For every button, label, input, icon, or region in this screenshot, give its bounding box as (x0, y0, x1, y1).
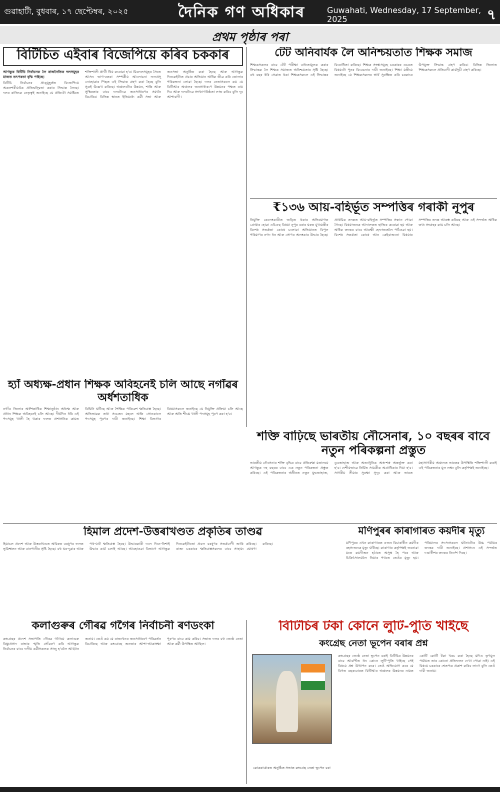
column-divider (246, 620, 247, 784)
article-text: কংগ্ৰেছৰ জ্যেষ্ঠ নেতা ভূপেন বৰাই বিটিচিৰ উন্নয়নৰ বাবে আবণ্টিত ধন কোনে লুটি-পুতি খাইছে সেই বিষয়ে প্ৰশ্ন উত্থাপন কৰে। তেওঁ অভিযোগ কৰে যে বিগত বছৰবোৰত বিটিআৰ অঞ্চলৰ উন্নয়নৰ নামত কোটি কোটি টকা খৰচ কৰা হৈছে যদিও তৃণমূল পৰ্যায়ত তাৰ কোনো প্ৰতিফলন দেখা পোৱা নাই। এই বিষয়ে চৰকাৰে শ্বেতপত্ৰ প্ৰকাশ কৰিব লাগে বুলি তেওঁ দাবী জনায়। (338, 654, 495, 673)
masthead-date-left: গুৱাহাটী, বুধবাৰ, ১৭ ছেপ্টেম্বৰ, ২০২৫ (4, 7, 129, 16)
article-body (3, 407, 243, 512)
article-text: ভাৰতীয় নৌসেনাৰ শক্তি বৃদ্ধিৰ বাবে প্ৰতিৰক্ষা মন্ত্ৰালয়ে আগন্তুক দহ বছৰৰ বাবে এক নতুন পৰিকল্পনা প্ৰস্তুত কৰিছে। এই পৰিকল্পনাৰ অধীনত নতুন যুদ্ধজাহাজ, ডুবজাহাজ আৰু অত্যাধুনিক অস্ত্ৰ-শস্ত্ৰ অন্তৰ্ভুক্ত কৰা হ'ব। দেশীয়ভাৱে নিৰ্মিত সামগ্ৰীক অগ্ৰাধিকাৰ দিয়া হ'ব। সাগৰীয় সীমাৰ সুৰক্ষা সুদৃঢ় কৰা আৰু ভাৰত মহাসাগৰীয় অঞ্চলত ভাৰতৰ উপস্থিতি শক্তিশালী কৰাই এই পৰিকল্পনাৰ মূল লক্ষ্য বুলি কৰ্তৃপক্ষই জনাইছে। (250, 460, 497, 475)
article-gaurav-gogoi (3, 620, 243, 784)
page-number: ৭ (486, 7, 496, 23)
masthead-dateline: Guwahati, Wednesday, 17 September, 2025 (327, 6, 482, 24)
masthead (0, 0, 500, 24)
article-btc-funds (250, 620, 497, 784)
article-tet-teachers (250, 47, 497, 195)
article-headline: ₹১৩৬ আয়-বহিৰ্ভূত সম্পত্তিৰ গৰাকী নূপুৰ (272, 201, 475, 214)
article-headline: হিমাল প্ৰদেশ-উত্তৰাখণ্ডত প্ৰকৃতিৰ তাণ্ডৱ (83, 526, 263, 538)
photo-caption: কোকৰাঝাৰত অনুষ্ঠিত সভাত কংগ্ৰেছ নেতা ভূপেন বৰা (253, 766, 331, 770)
article-text: কংগ্ৰেছৰ প্ৰদেশ সভাপতি গৌৰৱ গগৈয়ে কলাগুৰু বিষ্ণুপ্ৰসাদ ৰাভাৰ স্মৃতি সোঁৱৰণ কৰি আগন্তুক নিৰ্বাচনৰ বাবে দলীয় কৰ্মীসকলক সাজু হ'বলৈ আহ্বান জনায়। তেওঁ কয় যে ৰাজ্যখনৰ জনসাধাৰণে পৰিৱৰ্তন বিচাৰিছে আৰু কংগ্ৰেছে জনতাৰ আশা-আকাংক্ষা পূৰণৰ বাবে কাম কৰিব। সভাত দলৰ বহু জ্যেষ্ঠ নেতা আৰু কৰ্মী উপস্থিত আছিল। (3, 636, 243, 651)
article-headline: কলাগুৰুৰ গৌৰৱ গগৈৰ নিৰ্বাচনী ৰণডংকা (31, 620, 215, 632)
article-bjp-btc (3, 47, 243, 377)
article-text: হিমাচল প্ৰদেশ আৰু উত্তৰাখণ্ডত অবিৰত বৰষুণৰ ফলত ভূমিস্খলন আৰু বানপানীৰ সৃষ্টি হৈছে। বহু ঘৰ-দুৱাৰ আৰু পথ-ঘাট ক্ষতিগ্ৰস্ত হৈছে। উদ্ধাৰকাৰী দলে দিনে-নিশাই উদ্ধাৰ কাৰ্য চলাই আছে। আবহাওৱা বিভাগে আগন্তুক দিনকেইটাতো প্ৰবল বৰষুণৰ সতৰ্কবাণী জাৰি কৰিছে। ৰাজ্য চৰকাৰে ক্ষতিগ্ৰস্তসকলৰ বাবে সাহায্য ঘোষণা কৰিছে। (3, 541, 273, 551)
column-divider (246, 47, 247, 427)
article-text: নিযুক্তি কেলেংকাৰীত জড়িত থকাৰ অভিযোগত গ্ৰেপ্তাৰ হোৱা এচিএছ বিষয়া নূপুৰ বৰাৰ ঘৰত মুখ্যমন্ত্ৰীৰ বিশেষ সতৰ্কতা কোষে চলোৱা অভিযানত বিপুল পৰিমাণৰ নগদ ধন আৰু সোণৰ অলংকাৰ উদ্ধাৰ হৈছে। প্ৰাথমিক তদন্তত আয়-বহিৰ্ভূত সম্পত্তিৰ সন্ধান পোৱা গৈছে। বিষয়াজনক আদালতত হাজিৰ কৰোৱা হয় আৰু অধিক তদন্তৰ বাবে আৰক্ষী হেফাজতলৈ পঠিওৱা হয়। বিশেষ সতৰ্কতা কোষে আন কেইবাজনো বিষয়াৰ সম্পত্তিৰ তদন্ত আৰম্ভ কৰিছে আৰু এই সন্দৰ্ভত অধিক তথ্য সংগ্ৰহৰ কাম চলি আছে। (250, 217, 497, 237)
article-body (3, 70, 243, 375)
article-nupur-assets (250, 201, 497, 426)
article-himalayan-disaster (3, 526, 343, 616)
article-text: বিটিচি নিৰ্বাচনৰ প্ৰাক্‌মুহূৰ্তত বিজেপিয়ে অকলশৰীয়াকৈ প্ৰতিদ্বন্দ্বিতা কৰাৰ সিদ্ধান্ত লৈছে। দলৰ ৰাজ্যিক নেতৃত্বই জনাইছে যে প্ৰতিটো সমষ্টিতে শক্তিশালী প্ৰাৰ্থী থিয় কৰোৱা হ'ব। মিত্ৰদলসমূহৰ সৈতে আসন ভাগ-বতৰা সম্পৰ্কীয় আলোচনা ফলপ্ৰসূ নোহোৱাৰ পিছত এই সিদ্ধান্ত গ্ৰহণ কৰা হৈছে বুলি সূত্ৰই উল্লেখ কৰিছে। অঞ্চলটোৰ উন্নয়ন, শান্তি আৰু সুস্থিৰতাৰ বাবে দলটোৱে জনসাধাৰণৰ সমৰ্থন বিচাৰিব। বিভিন্ন স্থানত ইতিমধ্যে কৰ্মী সভা আৰু জনসভা অনুষ্ঠিত কৰা হৈছে আৰু আগন্তুক দিনকেইটাত প্ৰচাৰ অভিযান অধিক তীব্ৰ কৰি তোলাৰ পৰিকল্পনা লোৱা হৈছে। দলৰ নেতাসকলে কয় যে বিটিআৰ অঞ্চলৰ জনসাধাৰণে উন্নয়নৰ পক্ষত ৰায় দিব আৰু দলটোৱে সংখ্যাগৰিষ্ঠতা লাভ কৰিব বুলি দৃঢ় আশাবাদী। (3, 69, 243, 99)
row-divider (250, 198, 497, 199)
article-subheadline: কংগ্ৰেছ নেতা ভূপেন বৰাৰ প্ৰশ্ন (319, 638, 428, 649)
section-title: প্ৰথম পৃষ্ঠাৰ পৰা (211, 30, 289, 44)
article-body (346, 541, 497, 611)
article-headline: মণিপুৰৰ কাৰাগাৰত কয়দীৰ মৃত্যু (358, 526, 485, 537)
article-lead: আগন্তুক বিটিচি নিৰ্বাচনক লৈ ৰাজনৈতিক দলসমূহৰ মাজত তৎপৰতা বৃদ্ধি পাইছে। (3, 69, 79, 79)
article-body (250, 218, 497, 418)
article-text: নগাঁও জিলাৰ অৰ্ধশতাধিক শিক্ষানুষ্ঠান অধ্যক্ষ আৰু প্ৰধান শিক্ষক অবিহনেই চলি আছে। দীৰ্ঘদিন ধৰি এই পদসমূহ খালী হৈ থকাৰ ফলত প্ৰশাসনিক কামত বিঘিনি ঘটিছে আৰু শৈক্ষিক পৰিৱেশ ক্ষতিগ্ৰস্ত হৈছে। অভিভাৱক তথা সচেতন মহলে অতি সোনকালে পদসমূহ পূৰণৰ দাবী জনাইছে। শিক্ষা বিভাগৰ বিষয়াসকলে জনাইছে যে নিযুক্তি প্ৰক্ৰিয়া চলি আছে আৰু অতি শীঘ্ৰে খালী পদসমূহ পূৰণ কৰা হ'ব। (3, 407, 243, 422)
flag-shape (301, 664, 324, 690)
article-headline: হ্যাঁ অধ্যক্ষ-প্ৰধান শিক্ষক অবিহনেই চলি আছে নগাঁৱৰ অৰ্ধশতাধিক (8, 379, 238, 404)
speaker-figure (276, 671, 298, 733)
newspaper-brand: দৈনিক গণ অধিকাৰ (178, 3, 306, 21)
row-divider (3, 523, 497, 524)
article-headline: টেট অনিবাৰ্যক লৈ অনিশ্চয়তাত শিক্ষক সমাজ (274, 47, 473, 59)
article-indian-navy (250, 430, 497, 520)
article-body (250, 63, 497, 188)
article-headline: বিটিচিৰ টকা কোনে লুটি-পুতি খাইছে (278, 620, 469, 634)
article-text: শিক্ষকসকলৰ বাবে টেট পৰীক্ষা বাধ্যতামূলক কৰাৰ সিদ্ধান্তক লৈ শিক্ষক সমাজত অনিশ্চয়তাৰ সৃষ্টি হৈছে। বহু বছৰ ধৰি সেৱাত থকা শিক্ষকসকলে এই সিদ্ধান্তৰ বিৰোধিতা কৰিছে। শিক্ষক সংস্থাসমূহে চৰকাৰৰ ওচৰত বিষয়টো পুনৰ বিবেচনাৰ দাবী জনাইছে। শিক্ষা মন্ত্ৰীয়ে জনাইছে যে শিক্ষকসকলৰ স্বাৰ্থ সুৰক্ষিত কৰি চৰকাৰে উপযুক্ত সিদ্ধান্ত গ্ৰহণ কৰিব। বিভিন্ন জিলাত শিক্ষকসকলে প্ৰতিবাদী কাৰ্যসূচী গ্ৰহণ কৰিছে। (250, 62, 497, 77)
article-body (3, 542, 343, 612)
article-nagaon-schools (3, 379, 243, 519)
article-body (338, 654, 495, 782)
article-text: মণিপুৰৰ এখন কাৰাগাৰত এজন বিচাৰাধীন কয়দীৰ ৰহস্যজনক মৃত্যু ঘটিছে। কাৰাগাৰ কৰ্তৃপক্ষই জনোৱা মতে কয়দীজন হঠাতে অসুস্থ হৈ পৰে আৰু চিকিৎসালয়লৈ নিয়াৰ পথতে তেওঁৰ মৃত্যু হয়। পৰিয়ালৰ সদস্যসকলে ঘটনাটোৰ উচ্চ পৰ্যায়ৰ তদন্তৰ দাবী জনাইছে। প্ৰশাসনে এই সন্দৰ্ভত দণ্ডাধীশৰ তদন্তৰ নিৰ্দেশ দিছে। (346, 540, 497, 560)
news-photo (252, 654, 332, 770)
article-body (3, 637, 243, 777)
article-body (250, 461, 497, 511)
article-manipur-prison (346, 526, 497, 616)
article-headline: শক্তি বাঢ়িছে ভাৰতীয় নৌসেনাৰ, ১০ বছৰৰ বাবে নতুন পৰিকল্পনা প্ৰস্তুত (257, 430, 490, 457)
section-band (0, 26, 500, 44)
article-headline: বিটিচিত এইবাৰ বিজেপিয়ে কৰিব চককাৰ (3, 47, 243, 66)
footer-bar (0, 787, 500, 792)
